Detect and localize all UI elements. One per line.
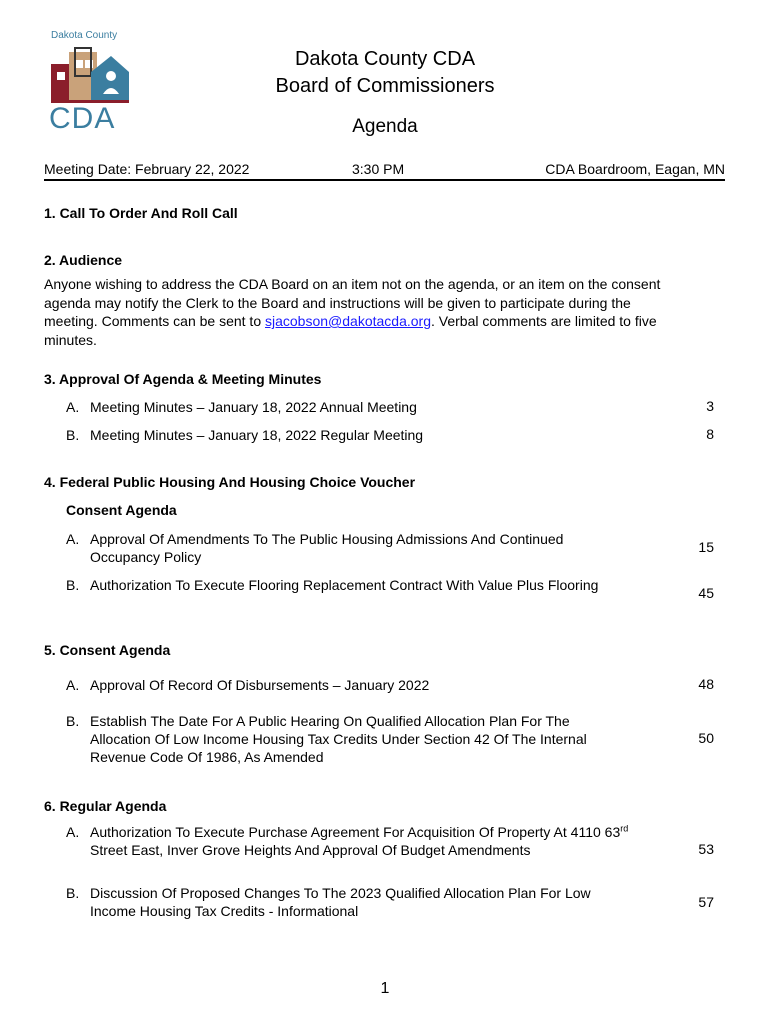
item-5a-page: 48 — [698, 676, 714, 692]
meeting-info-row — [44, 159, 725, 181]
item-label: A. — [66, 531, 80, 547]
item-text: Approval Of Amendments To The Public Housing Admissions And Continued Occupancy Policy — [90, 531, 564, 565]
item-4b-page: 45 — [698, 585, 714, 601]
item-text: Discussion Of Proposed Changes To The 2023 Qualified Allocation Plan For Low Income Housing Tax Credits - Informational — [90, 885, 591, 919]
section-2-title: 2. Audience — [44, 252, 123, 268]
item-text: Authorization To Execute Flooring Replacement Contract With Value Plus Flooring — [90, 577, 599, 593]
item-text: Establish The Date For A Public Hearing On Qualified Allocation Plan For The Allocation Of Low Income Housing Tax Credits Under Section 42 Of The Internal Revenue Code Of 1986, As Amended — [90, 713, 587, 765]
item-text — [90, 823, 630, 859]
section-4-title: 4. Federal Public Housing And Housing Choice Voucher — [44, 474, 416, 490]
section-6-title: 6. Regular Agenda — [44, 798, 167, 814]
section-5-title: 5. Consent Agenda — [44, 642, 171, 658]
item-text-sup: rd — [620, 823, 629, 834]
item-text: Meeting Minutes – January 18, 2022 Annual Meeting — [90, 399, 417, 415]
item-5b-page: 50 — [698, 730, 714, 746]
item-label: B. — [66, 577, 80, 593]
document-subtitle: Agenda — [352, 116, 418, 137]
document-title-line2: Board of Commissioners — [275, 75, 495, 97]
item-label: A. — [66, 824, 80, 840]
item-3a-page: 3 — [706, 398, 714, 414]
item-label: B. — [66, 427, 80, 443]
item-4a-page: 15 — [698, 539, 714, 555]
section-3-title: 3. Approval Of Agenda & Meeting Minutes — [44, 371, 322, 387]
meeting-location: CDA Boardroom, Eagan, MN — [545, 161, 725, 177]
item-text-pre: Authorization To Execute Purchase Agreement For Acquisition Of Property At 4110 63 — [90, 824, 621, 840]
item-label: B. — [66, 885, 80, 901]
section-4-subtitle: Consent Agenda — [66, 502, 177, 518]
meeting-date: Meeting Date: February 22, 2022 — [44, 161, 250, 177]
logo-cda-text: CDA — [49, 102, 116, 135]
audience-text-before: Anyone wishing to address the CDA Board on an item not on the agenda, or an item on the consent agenda may notify the Clerk to the Board and instructions will be given to participate during the meeting. Comments can be sent to — [44, 276, 661, 329]
item-text: Approval Of Record Of Disbursements – January 2022 — [90, 677, 430, 693]
item-6a-page: 53 — [698, 841, 714, 857]
meeting-time: 3:30 PM — [352, 161, 405, 177]
item-label: A. — [66, 677, 80, 693]
section-1-title: 1. Call To Order And Roll Call — [44, 205, 238, 221]
item-label: B. — [66, 713, 80, 729]
item-label: A. — [66, 399, 80, 415]
logo-caption: Dakota County — [51, 30, 118, 41]
page-number: 1 — [380, 980, 390, 997]
item-text-post: Street East, Inver Grove Heights And Approval Of Budget Amendments — [90, 842, 531, 858]
item-6b-page: 57 — [698, 894, 714, 910]
item-3b-page: 8 — [706, 426, 714, 442]
document-title-line1: Dakota County CDA — [294, 48, 476, 70]
audience-paragraph — [44, 275, 684, 349]
audience-text-after: . Verbal comments are limited to five minutes. — [44, 313, 657, 348]
item-text: Meeting Minutes – January 18, 2022 Regular Meeting — [90, 427, 424, 443]
email-link[interactable]: sjacobson@dakotacda.org — [265, 313, 431, 329]
